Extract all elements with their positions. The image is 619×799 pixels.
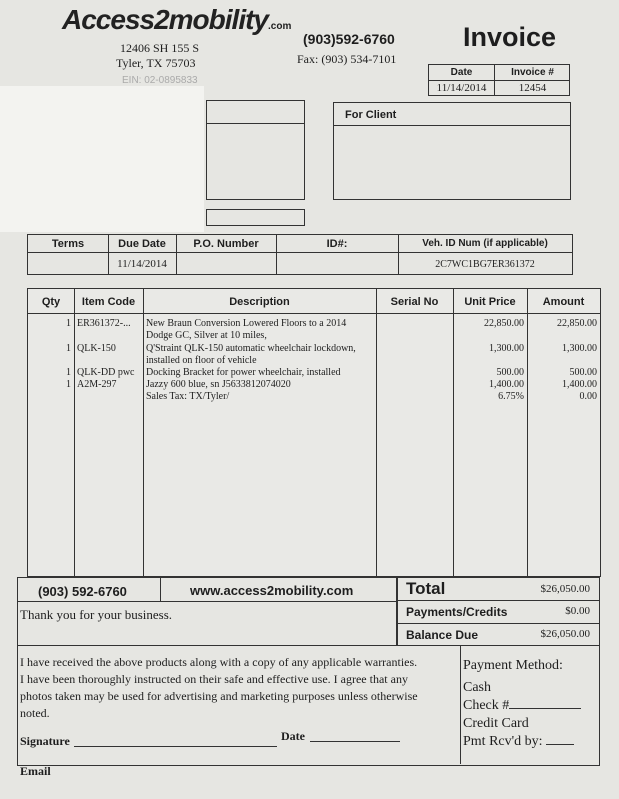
terms-table (27, 234, 573, 275)
bill-to-extra-box (206, 209, 305, 226)
date-label: Date (450, 67, 473, 78)
date-line (310, 741, 400, 742)
date-sign-label: Date (281, 729, 305, 743)
col-qty: Qty (41, 296, 61, 308)
fax-label: Fax: (297, 52, 319, 66)
redacted-area (0, 86, 204, 232)
invoice-number-label: Invoice # (511, 67, 554, 78)
table-row-desc: New Braun Conversion Lowered Floors to a 2014 Dodge GC, Silver at 10 miles, (146, 318, 347, 341)
payment-method (463, 657, 581, 751)
veh-id: 2C7WC1BG7ER361372 (435, 259, 535, 270)
logo-text: Access2mobility (62, 4, 268, 35)
date-invoice-box (428, 64, 570, 96)
table-row-desc: Jazzy 600 blue, sn J5633812074020 (146, 379, 291, 390)
table-row-amount: 22,850.00 (557, 318, 597, 329)
table-row-amount: 0.00 (579, 391, 597, 402)
table-row-item: QLK-DD pwc (77, 367, 135, 378)
footer-website: www.access2mobility.com (190, 583, 354, 598)
table-row-price: 500.00 (496, 367, 524, 378)
for-client-label: For Client (345, 109, 397, 121)
table-row-amount: 1,400.00 (562, 379, 597, 390)
signature-label: Signature (20, 734, 70, 748)
po-number-label: P.O. Number (193, 238, 259, 250)
due-date: 11/14/2014 (117, 258, 167, 270)
table-row-qty: 1 (66, 318, 71, 329)
signature-line (74, 746, 277, 747)
col-amount: Amount (542, 296, 585, 308)
payment-credit-card: Credit Card (463, 716, 529, 731)
table-row-qty: 1 (66, 379, 71, 390)
company-logo (62, 4, 291, 36)
payment-check: Check # (463, 697, 581, 715)
payments-label: Payments/Credits (406, 605, 508, 619)
company-ein: EIN: 02-0895833 (122, 75, 198, 86)
table-row-price: 1,400.00 (489, 379, 524, 390)
col-serial-no: Serial No (390, 296, 439, 308)
table-row-qty: 1 (66, 343, 71, 354)
due-date-label: Due Date (118, 238, 166, 250)
payment-method-label: Payment Method: (463, 658, 563, 673)
table-row-amount: 500.00 (569, 367, 597, 378)
payment-received-by: Pmt Rcv'd by: (463, 733, 581, 751)
total-label: Total (406, 579, 446, 598)
invoice-date: 11/14/2014 (436, 82, 487, 94)
thank-you-text: Thank you for your business. (20, 607, 173, 622)
veh-id-label: Veh. ID Num (if applicable) (422, 238, 548, 249)
table-row-item: ER361372-... (77, 318, 131, 329)
table-row-item: A2M-297 (77, 379, 117, 390)
logo-suffix: .com (268, 21, 292, 32)
bill-to-box (206, 100, 305, 200)
table-row-desc: Q'Straint QLK-150 automatic wheelchair lockdown, installed on floor of vehicle (146, 343, 356, 366)
table-row-qty: 1 (66, 367, 71, 378)
email-label: Email (20, 764, 51, 778)
table-row-desc: Docking Bracket for power wheelchair, installed (146, 367, 341, 378)
company-fax (297, 52, 396, 67)
table-row-price: 22,850.00 (484, 318, 524, 329)
line-items-table (27, 288, 601, 577)
balance-value: $26,050.00 (540, 628, 590, 640)
terms-label: Terms (51, 238, 85, 250)
totals-box (397, 577, 600, 646)
payments-value: $0.00 (565, 605, 590, 617)
footer-contact-box (17, 577, 397, 646)
table-row-desc: Sales Tax: TX/Tyler/ (146, 391, 230, 402)
company-address-line2: Tyler, TX 75703 (116, 56, 196, 70)
table-row-item: QLK-150 (77, 343, 116, 354)
footer-phone: (903) 592-6760 (38, 584, 127, 599)
col-description: Description (229, 296, 290, 308)
invoice-title: Invoice (463, 22, 557, 52)
table-row-price: 1,300.00 (489, 343, 524, 354)
acknowledgement-text: I have received the above products along with a copy of any applicable warranties. I have been thoroughly instructed on their safe and effective use. I agree that any photos taken may be used for advertising and marketing purposes unless otherwise noted. (20, 655, 418, 720)
fax-number: (903) 534-7101 (321, 52, 397, 66)
company-phone: (903)592-6760 (303, 31, 395, 47)
balance-label: Balance Due (406, 628, 479, 642)
invoice-number: 12454 (518, 82, 547, 94)
col-item-code: Item Code (81, 296, 136, 308)
payment-cash: Cash (463, 680, 491, 695)
table-row-price: 6.75% (498, 391, 524, 402)
for-client-box (333, 102, 571, 200)
id-label: ID#: (326, 238, 348, 250)
col-unit-price: Unit Price (464, 296, 516, 308)
company-address-line1: 12406 SH 155 S (120, 41, 200, 55)
total-value: $26,050.00 (540, 583, 590, 595)
table-row-amount: 1,300.00 (562, 343, 597, 354)
